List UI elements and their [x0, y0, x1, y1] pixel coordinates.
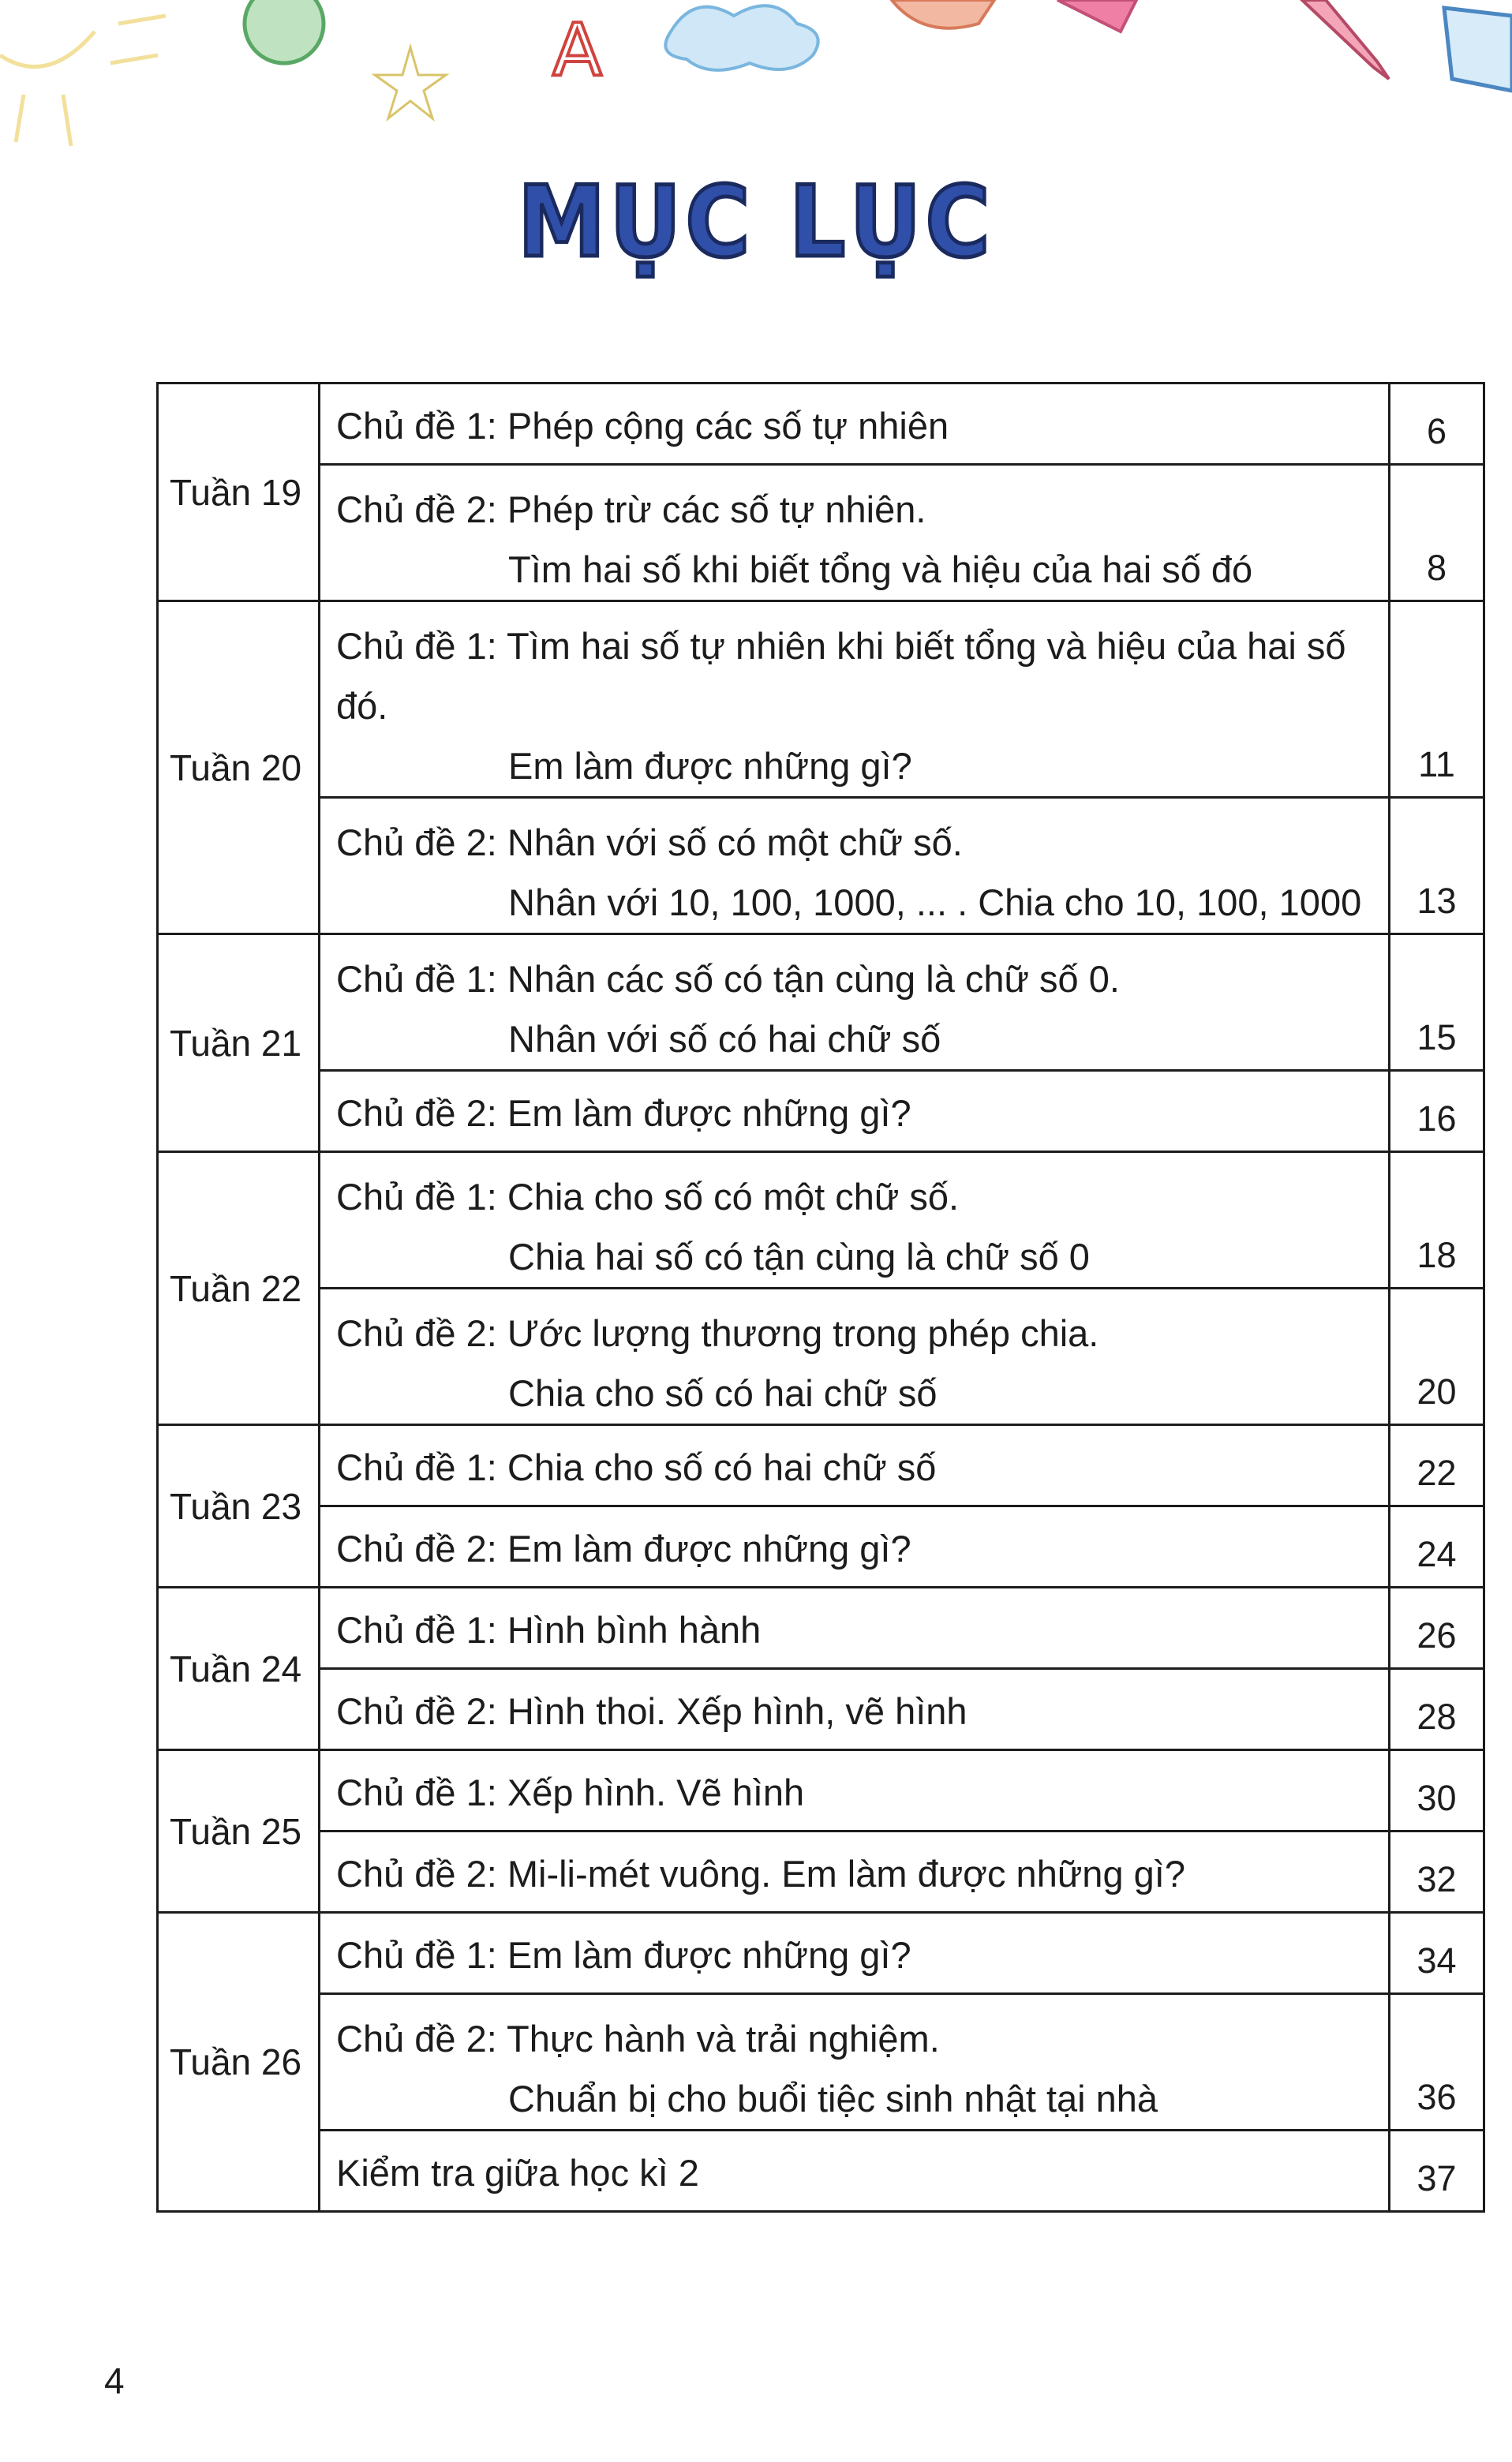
topic-subtitle: Chia hai số có tận cùng là chữ số 0	[508, 1236, 1090, 1278]
page-ref: 34	[1390, 1913, 1484, 1994]
page-ref: 18	[1390, 1152, 1484, 1289]
table-row	[158, 384, 1484, 465]
page-ref: 11	[1390, 601, 1484, 798]
page-ref: 20	[1390, 1289, 1484, 1425]
topic-cell	[320, 2131, 1390, 2212]
topic-subtitle: Tìm hai số khi biết tổng và hiệu của hai số đó	[508, 548, 1253, 590]
week-label: Tuần 26	[158, 1913, 320, 2212]
page-ref: 22	[1390, 1425, 1484, 1506]
topic-subtitle: Em làm được những gì?	[508, 745, 912, 787]
topic-cell	[320, 1506, 1390, 1588]
topic-title: Chủ đề 2: Em làm được những gì?	[336, 1092, 911, 1134]
pencil-icon	[1302, 0, 1389, 79]
topic-cell	[320, 1669, 1390, 1750]
page-ref: 30	[1390, 1750, 1484, 1832]
brush-icon	[892, 0, 994, 28]
topic-title: Chủ đề 2: Hình thoi. Xếp hình, vẽ hình	[336, 1690, 967, 1732]
topic-cell	[320, 601, 1390, 798]
letter-a-icon: A	[552, 8, 602, 92]
toc-body	[158, 384, 1484, 2212]
page-ref: 37	[1390, 2131, 1484, 2212]
topic-cell	[320, 1588, 1390, 1669]
topic-title: Chủ đề 1: Em làm được những gì?	[336, 1934, 911, 1976]
topic-title: Chủ đề 1: Phép cộng các số tự nhiên	[336, 405, 949, 447]
week-label: Tuần 25	[158, 1750, 320, 1913]
page-number: 4	[104, 2360, 125, 2401]
topic-cell	[320, 1425, 1390, 1506]
table-row	[158, 1994, 1484, 2131]
page-ref: 13	[1390, 798, 1484, 934]
topic-cell	[320, 1152, 1390, 1289]
table-row	[158, 798, 1484, 934]
table-row	[158, 1832, 1484, 1913]
topic-title: Chủ đề 1: Xếp hình. Vẽ hình	[336, 1772, 805, 1813]
topic-title: Chủ đề 1: Tìm hai số tự nhiên khi biết tổng và hiệu của hai số đó.	[336, 625, 1346, 727]
topic-subtitle: Chuẩn bị cho buổi tiệc sinh nhật tại nhà	[508, 2078, 1158, 2120]
topic-cell	[320, 1913, 1390, 1994]
topic-title: Chủ đề 2: Em làm được những gì?	[336, 1528, 911, 1570]
topic-subtitle: Nhân với 10, 100, 1000, ... . Chia cho 10, 100, 1000	[508, 881, 1362, 923]
star-icon	[375, 47, 446, 118]
week-label: Tuần 23	[158, 1425, 320, 1588]
topic-subtitle: Chia cho số có hai chữ số	[508, 1372, 938, 1414]
table-row	[158, 1071, 1484, 1152]
topic-title: Chủ đề 1: Hình bình hành	[336, 1609, 762, 1651]
page-ref: 32	[1390, 1832, 1484, 1913]
page-ref: 8	[1390, 465, 1484, 601]
table-of-contents	[156, 382, 1485, 2213]
page-ref: 36	[1390, 1994, 1484, 2131]
week-label: Tuần 24	[158, 1588, 320, 1750]
book-icon	[1057, 0, 1136, 32]
table-row	[158, 1289, 1484, 1425]
topic-cell	[320, 465, 1390, 601]
table-row	[158, 1506, 1484, 1588]
topic-title: Chủ đề 1: Chia cho số có hai chữ số	[336, 1446, 937, 1488]
topic-cell	[320, 1071, 1390, 1152]
notebook-icon	[1444, 8, 1512, 91]
page-title: MỤC LỤC	[518, 166, 994, 279]
sun-icon	[0, 16, 166, 146]
table-row	[158, 1425, 1484, 1506]
week-label: Tuần 21	[158, 934, 320, 1152]
week-label: Tuần 19	[158, 384, 320, 601]
table-row	[158, 934, 1484, 1071]
topic-title: Chủ đề 1: Chia cho số có một chữ số.	[336, 1176, 960, 1218]
page-ref: 28	[1390, 1669, 1484, 1750]
week-label: Tuần 20	[158, 601, 320, 934]
topic-cell	[320, 1289, 1390, 1425]
topic-title: Kiểm tra giữa học kì 2	[336, 2152, 699, 2194]
topic-cell	[320, 1832, 1390, 1913]
table-row	[158, 1152, 1484, 1289]
table-row	[158, 1669, 1484, 1750]
topic-cell	[320, 798, 1390, 934]
header-decoration	[0, 0, 1512, 158]
page-ref: 16	[1390, 1071, 1484, 1152]
topic-cell	[320, 934, 1390, 1071]
table-row	[158, 465, 1484, 601]
apple-icon	[245, 0, 324, 63]
topic-cell	[320, 1994, 1390, 2131]
page-ref: 24	[1390, 1506, 1484, 1588]
page-ref: 6	[1390, 384, 1484, 465]
table-row	[158, 601, 1484, 798]
table-row	[158, 1913, 1484, 1994]
topic-title: Chủ đề 2: Nhân với số có một chữ số.	[336, 821, 963, 863]
topic-subtitle: Nhân với số có hai chữ số	[508, 1018, 941, 1060]
table-row	[158, 1588, 1484, 1669]
topic-title: Chủ đề 2: Ước lượng thương trong phép chia.	[336, 1312, 1099, 1354]
page-ref: 26	[1390, 1588, 1484, 1669]
table-row	[158, 1750, 1484, 1832]
page-ref: 15	[1390, 934, 1484, 1071]
topic-cell	[320, 1750, 1390, 1832]
table-row	[158, 2131, 1484, 2212]
topic-title: Chủ đề 1: Nhân các số có tận cùng là chữ số 0.	[336, 958, 1120, 1000]
topic-title: Chủ đề 2: Mi-li-mét vuông. Em làm được những gì?	[336, 1853, 1185, 1895]
topic-title: Chủ đề 2: Phép trừ các số tự nhiên.	[336, 488, 926, 530]
cloud-icon	[665, 6, 818, 70]
topic-title: Chủ đề 2: Thực hành và trải nghiệm.	[336, 2018, 940, 2060]
week-label: Tuần 22	[158, 1152, 320, 1425]
topic-cell	[320, 384, 1390, 465]
